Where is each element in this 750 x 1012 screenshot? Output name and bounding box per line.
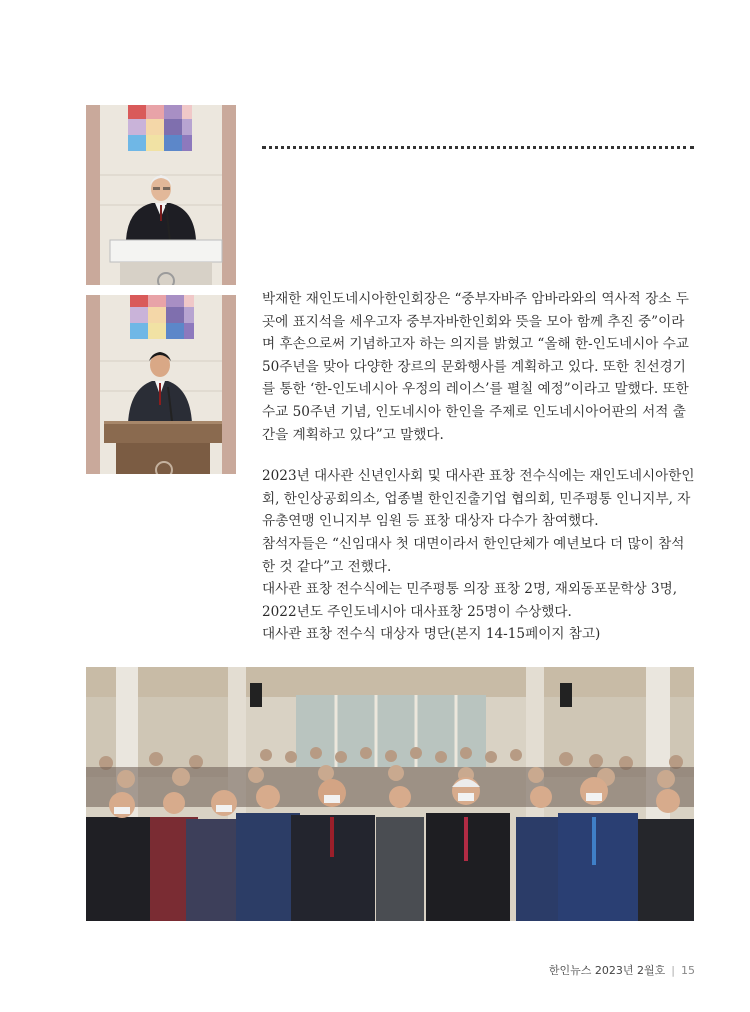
publication-name: 한인뉴스 2023년 2월호 (548, 964, 666, 977)
paragraph-award-recipients: 대사관 표창 전수식에는 민주평통 의장 표창 2명, 재외동포문학상 3명, 2022년도 주인도네시아 대사표창 25명이 수상했다. (262, 581, 678, 620)
paragraph-ceremony-attendees: 2023년 대사관 신년인사회 및 대사관 표창 전수식에는 재인도네시아한인회, 한인상공회의소, 업종별 한인진출기업 협의회, 민주평통 인니지부, 자유총연맹 인니지부 임원 등 표창 대상자 다수가 참여했다. (262, 468, 695, 530)
dotted-divider (262, 146, 694, 149)
paragraph-recipient-list-reference: 대사관 표창 전수식 대상자 명단(본지 14-15페이지 참고) (262, 626, 601, 643)
paragraph-attendee-comments: 참석자들은 “신임대사 첫 대면이라서 한인단체가 예년보다 더 많이 참석한 것 같다”고 전했다. (262, 535, 685, 575)
article-body (262, 288, 696, 646)
photo-speaker-hanin-president (86, 105, 236, 285)
paragraph-hanin-president-remarks: 박재한 재인도네시아한인회장은 “중부자바주 암바라와의 역사적 장소 두 곳에 표지석을 세우고자 중부자바한인회와 뜻을 모아 함께 추진 중”이라며 후손으로써 기념하고자 하는 의지를 밝혔고 “올해 한-인도네시아 수교 50주년을 맞아 다양한 장르의 문화행사를 계획하고 있다. 또한 친선경기를 통한 ‘한-인도네시아 우정의 레이스’를 펼칠 예정”이라고 말했다. 또한 수교 50주년 기념, 인도네시아 한인을 주제로 인도네시아어판의 서적 출간을 계획하고 있다”고 말했다. (262, 291, 689, 443)
photo-audience-group (86, 667, 694, 921)
photo-speaker-ambassador (86, 295, 236, 474)
page-number: 15 (681, 964, 695, 977)
page-footer (520, 962, 695, 978)
footer-separator: | (671, 964, 675, 977)
